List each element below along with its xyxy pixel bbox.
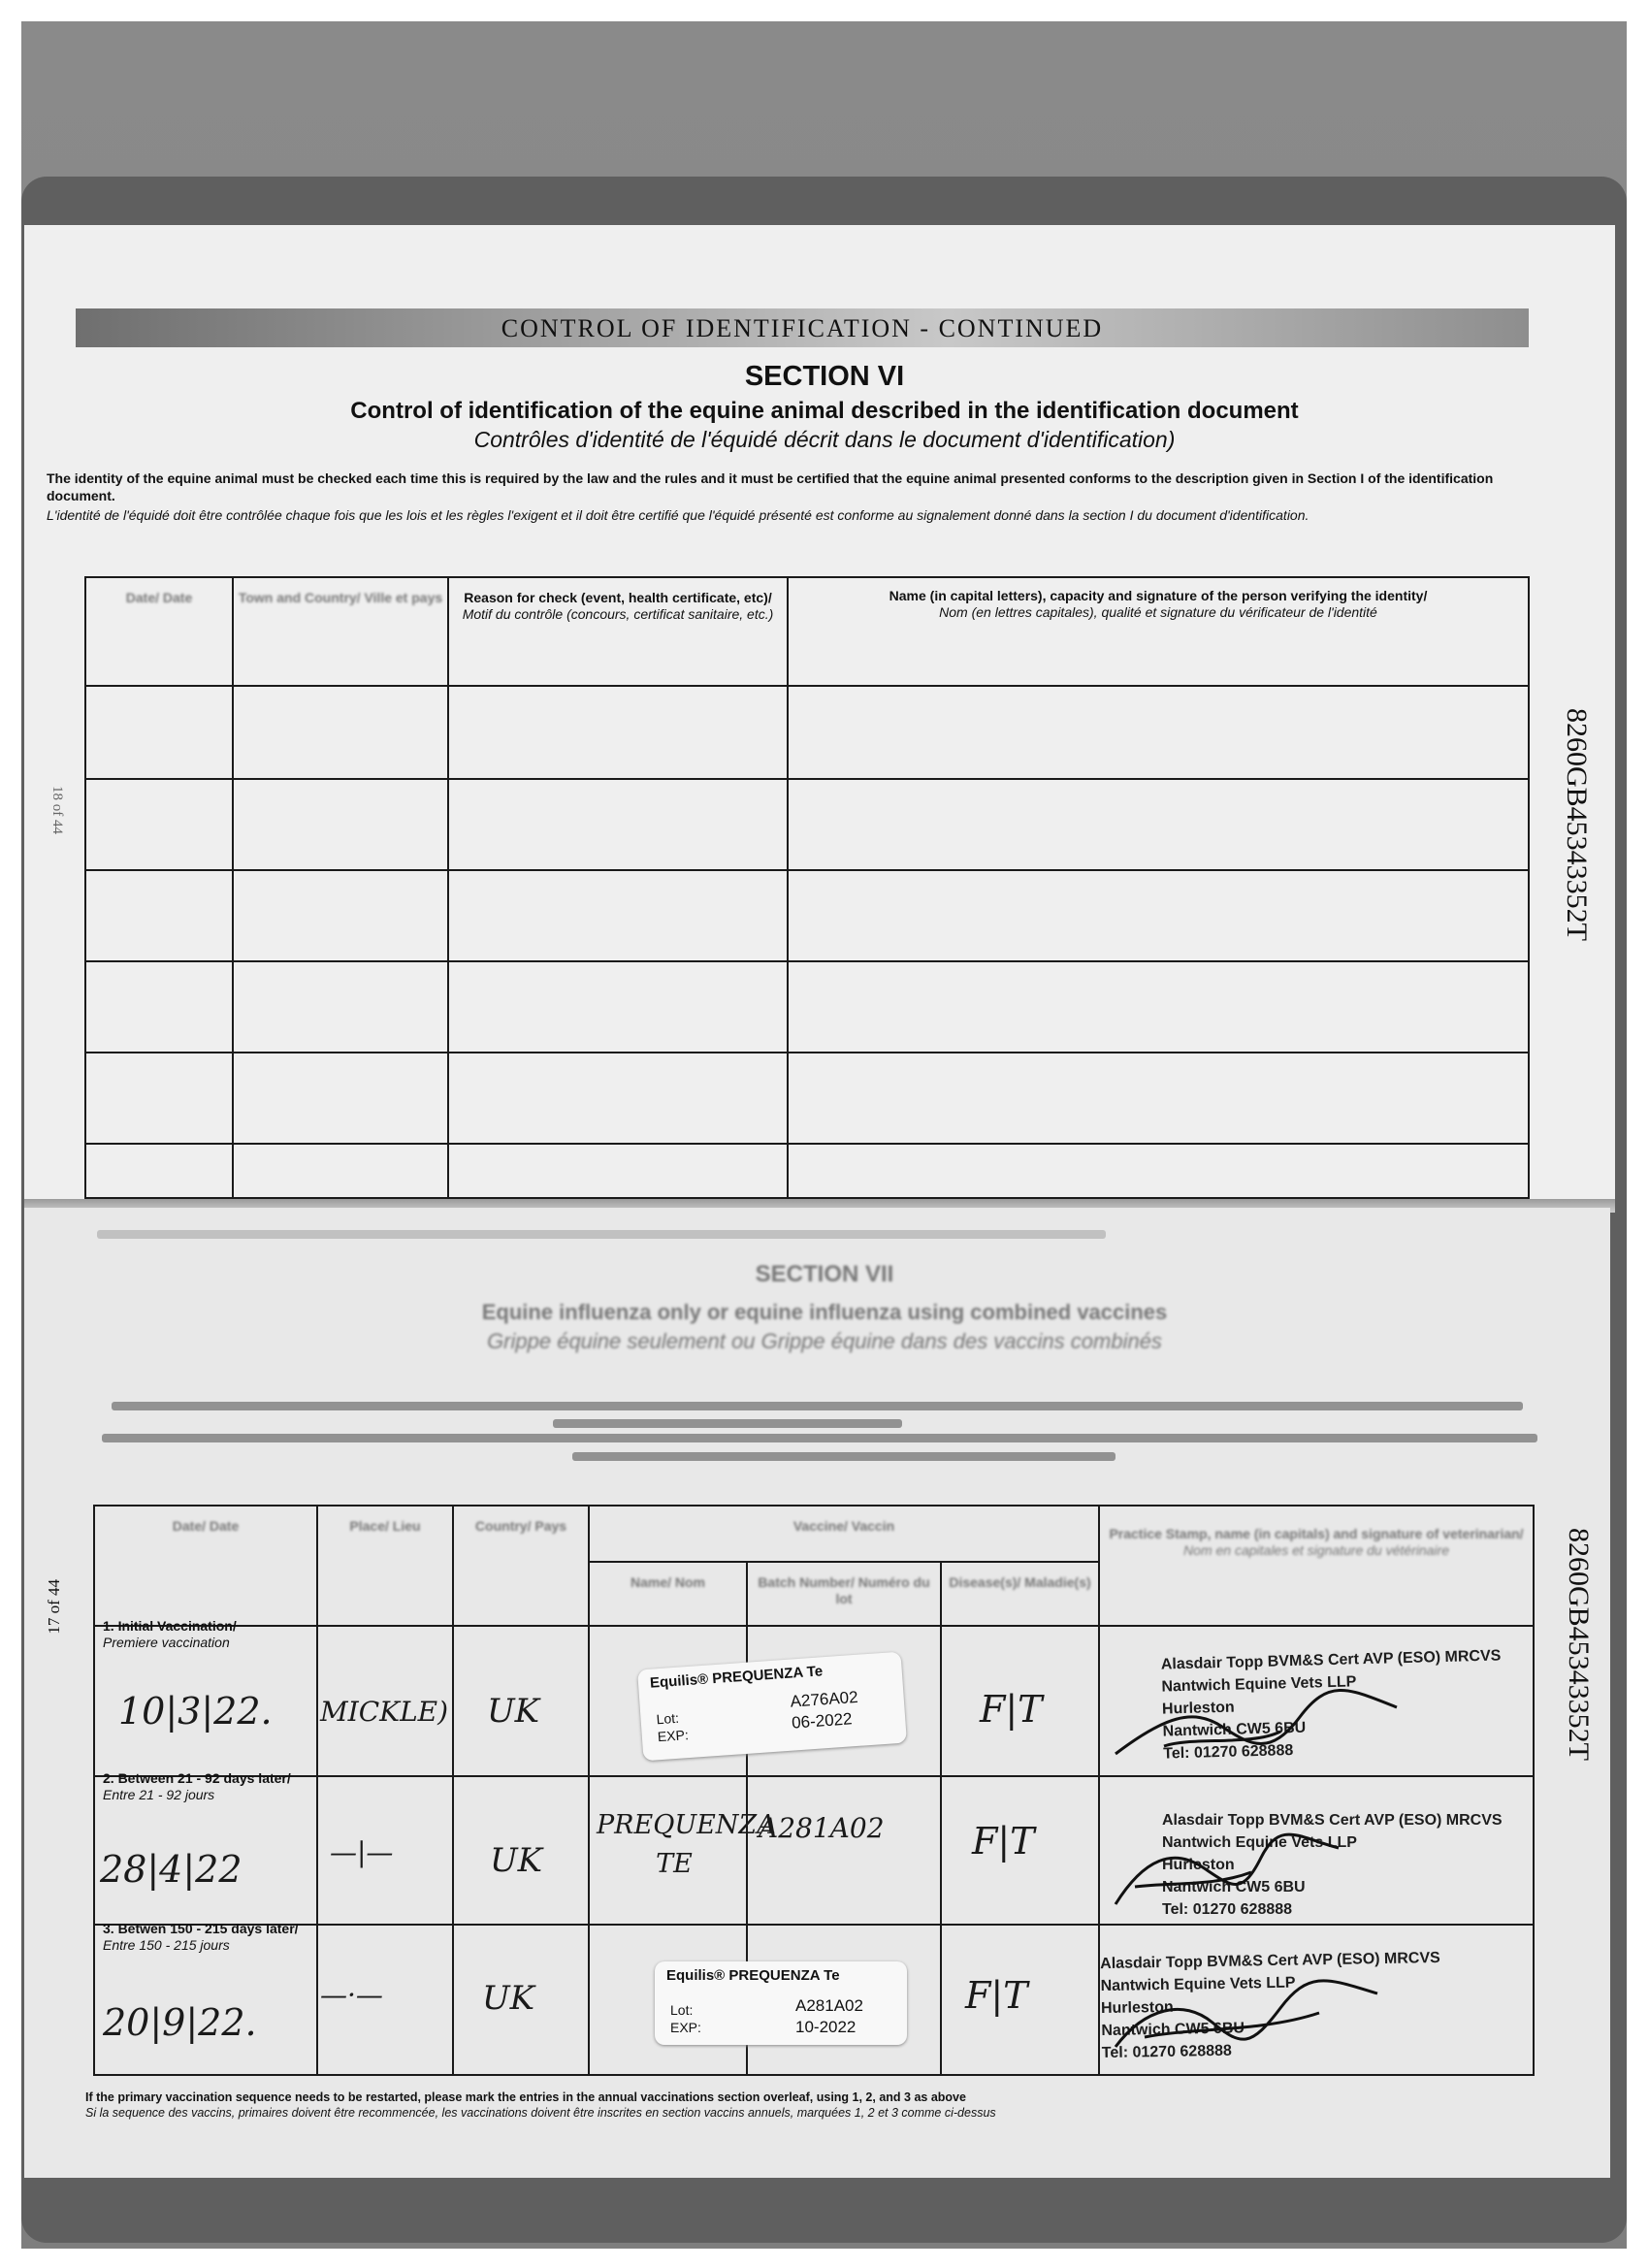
intro-text-en: The identity of the equine animal must be checked each time this is required by the law and the rules and it must be certified that the equine animal presented conforms to the description given in Section I of the identification document. xyxy=(47,470,1494,503)
row-1-exp: 06-2022 xyxy=(791,1709,854,1733)
stamp-line: Tel: 01270 628888 xyxy=(1162,1901,1293,1918)
row-1-disease: F|T xyxy=(980,1688,1043,1731)
section-header-text: CONTROL OF IDENTIFICATION - CONTINUED xyxy=(501,314,1104,342)
col-practice-label: Practice Stamp, name (in capitals) and signature of veterinarian/ xyxy=(1109,1526,1524,1541)
section-heading-en: Control of identification of the equine animal described in the identification document xyxy=(350,398,1299,424)
table-header-row xyxy=(85,577,1529,686)
stamp-line: Hurleston xyxy=(1161,1699,1235,1718)
row-3-lot: A281A02 xyxy=(795,1996,863,2015)
col-name xyxy=(788,577,1529,686)
row-2-label-fr: Entre 21 - 92 jours xyxy=(103,1787,215,1802)
passport-number-top: 8260GB45343352T xyxy=(1561,708,1593,941)
row-1-country: UK xyxy=(487,1692,540,1731)
row-3-label-fr: Entre 150 - 215 jours xyxy=(103,1937,230,1953)
row-3-place: —·— xyxy=(320,1979,383,2011)
row-3-signature xyxy=(1106,1969,1397,2057)
col-town xyxy=(233,577,448,686)
stamp-line: Nantwich CW5 6BU xyxy=(1101,2020,1245,2040)
col-name-label-fr: Nom (en lettres capitales), qualité et signature du vérificateur de l'identité xyxy=(939,604,1377,620)
footnote-fr: Si la sequence des vaccins, primaires doivent être recommencée, les vaccinations doivent être inscrites en section vaccins annuels, marquées 1, 2 et 3 comme ci-dessus xyxy=(85,2106,996,2120)
page-number-top: 18 of 44 xyxy=(49,786,65,834)
row-3-vaccine-brand: Equilis® PREQUENZA Te xyxy=(666,1967,840,1984)
row-2-label xyxy=(103,1770,316,1803)
stamp-line: Alasdair Topp BVM&S Cert AVP (ESO) MRCVS xyxy=(1162,1812,1503,1829)
row-2-vaccine-name: PREQUENZA TE xyxy=(597,1810,776,1879)
col-reason-label-fr: Motif du contrôle (concours, certificat sanitaire, etc.) xyxy=(462,606,774,622)
row-2-country: UK xyxy=(490,1841,543,1880)
table-row xyxy=(85,870,1529,961)
col-town-label: Town and Country/ Ville et pays xyxy=(238,590,443,605)
row-3-date: 20|9|22. xyxy=(103,2001,257,2044)
table-row xyxy=(85,779,1529,870)
row-1-label-en: 1. Initial Vaccination/ xyxy=(103,1618,237,1634)
row-1-exp-label: EXP: xyxy=(657,1727,690,1745)
identity-check-table xyxy=(84,576,1530,1199)
row-2-date: 28|4|22 xyxy=(100,1848,242,1891)
stamp-line: Nantwich Equine Vets LLP xyxy=(1162,1834,1357,1851)
stamp-line: Nantwich Equine Vets LLP xyxy=(1100,1974,1296,1995)
row-3-exp: 10-2022 xyxy=(795,2018,857,2036)
row-2-label-en: 2. Between 21 - 92 days later/ xyxy=(103,1770,291,1786)
blurred-text-line xyxy=(572,1452,1116,1461)
row-1-vaccine-brand: Equilis® PREQUENZA Te xyxy=(649,1663,824,1692)
col-batch-label: Batch Number/ Numéro du lot xyxy=(758,1574,930,1606)
blurred-text-line xyxy=(112,1402,1523,1410)
stamp-line: Nantwich CW5 6BU xyxy=(1162,1879,1306,1895)
footnote-en: If the primary vaccination sequence needs to be restarted, please mark the entries in the annual vaccinations section overleaf, using 1, 2, and 3 as above xyxy=(85,2090,966,2104)
row-1-lot: A276A02 xyxy=(790,1687,859,1711)
stamp-line: Alasdair Topp BVM&S Cert AVP (ESO) MRCVS xyxy=(1100,1949,1440,1973)
section-vii-title: SECTION VII xyxy=(755,1261,894,1287)
table-row xyxy=(85,1053,1529,1144)
row-1-place: MICKLE) xyxy=(320,1696,449,1728)
table-row xyxy=(85,961,1529,1053)
col-practice-label-fr: Nom en capitales et signature du vétérinaire xyxy=(1183,1542,1449,1558)
row-3-disease: F|T xyxy=(965,1974,1028,2017)
row-1-signature xyxy=(1106,1678,1416,1766)
stamp-line: Hurleston xyxy=(1100,1998,1174,2018)
section-title: SECTION VI xyxy=(744,361,905,392)
col-disease-label: Disease(s)/ Maladie(s) xyxy=(949,1574,1091,1590)
col-date xyxy=(85,577,233,686)
stamp-line: Nantwich CW5 6BU xyxy=(1162,1719,1307,1740)
section-vii-heading-en: Equine influenza only or equine influenza using combined vaccines xyxy=(481,1300,1168,1324)
stamp-line: Alasdair Topp BVM&S Cert AVP (ESO) MRCVS xyxy=(1160,1647,1502,1673)
table-row xyxy=(85,686,1529,779)
blurred-header-bar xyxy=(97,1230,1106,1239)
row-3-exp-label: EXP: xyxy=(670,2020,701,2035)
col-place-label: Place/ Lieu xyxy=(349,1518,421,1534)
row-3-label xyxy=(103,1921,316,1954)
col-reason xyxy=(448,577,788,686)
stamp-line: Tel: 01270 628888 xyxy=(1101,2042,1232,2062)
row-1-label-fr: Premiere vaccination xyxy=(103,1635,230,1650)
passport-number-bottom: 8260GB45343352T xyxy=(1563,1528,1595,1761)
col-vaccine-name-label: Name/ Nom xyxy=(630,1574,706,1590)
row-1-vaccine-sticker xyxy=(637,1652,907,1762)
table-row xyxy=(85,1144,1529,1198)
section-vii-heading-fr: Grippe équine seulement ou Grippe équine dans des vaccins combinés xyxy=(487,1329,1162,1353)
row-2-batch: A281A02 xyxy=(759,1812,885,1844)
col-vaccine-label: Vaccine/ Vaccin xyxy=(792,1518,895,1534)
section-heading-fr: Contrôles d'identité de l'équidé décrit dans le document d'identification) xyxy=(473,427,1176,452)
intro-text-fr: L'identité de l'équidé doit être contrôlée chaque fois que les lois et les règles l'exigent et il doit être certifié que l'équidé présenté est conforme au signalement donné dans la section I du document d'identification. xyxy=(47,507,1310,523)
stamp-line: Tel: 01270 628888 xyxy=(1163,1742,1294,1763)
row-3-country: UK xyxy=(482,1979,535,2018)
col-date-label: Date/ Date xyxy=(172,1518,240,1534)
row-2-place: —|— xyxy=(330,1836,394,1868)
page-number-bottom: 17 of 44 xyxy=(45,1579,63,1635)
table-header-row xyxy=(94,1506,1534,1562)
blurred-text-line xyxy=(553,1419,902,1428)
row-3-vaccine-sticker xyxy=(655,1961,907,2045)
row-3-label-en: 3. Betwen 150 - 215 days later/ xyxy=(103,1921,299,1936)
col-country-label: Country/ Pays xyxy=(474,1518,567,1534)
row-2-disease: F|T xyxy=(972,1820,1035,1863)
blurred-text-line xyxy=(102,1434,1537,1442)
col-date-label: Date/ Date xyxy=(125,590,193,605)
stamp-line: Hurleston xyxy=(1162,1857,1235,1873)
row-2-signature xyxy=(1106,1829,1358,1916)
row-1-lot-label: Lot: xyxy=(656,1709,680,1728)
row-1-label xyxy=(103,1618,237,1651)
section-header-bar xyxy=(76,308,1529,347)
row-1-date: 10|3|22. xyxy=(118,1690,273,1733)
col-name-label: Name (in capital letters), capacity and signature of the person verifying the identity/ xyxy=(889,588,1428,603)
col-reason-label: Reason for check (event, health certificate, etc)/ xyxy=(464,590,772,605)
stamp-line: Nantwich Equine Vets LLP xyxy=(1161,1673,1357,1696)
row-3-lot-label: Lot: xyxy=(670,2002,694,2018)
